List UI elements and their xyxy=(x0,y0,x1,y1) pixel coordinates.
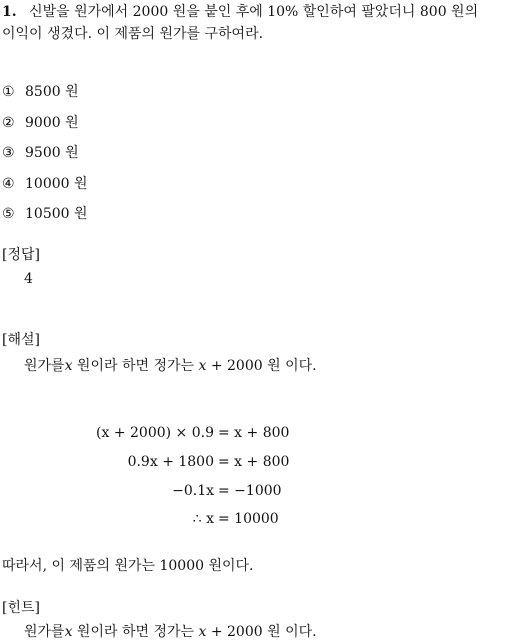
equation-lhs-3: −0.1x xyxy=(172,483,214,499)
question-text-2: 이익이 생겼다. 이 제품의 원가를 구하여라. xyxy=(2,26,264,42)
equation-lhs-2: 0.9x + 1800 xyxy=(127,454,214,470)
solution-intro xyxy=(24,355,317,375)
hint-intro-text: 원가를 xyxy=(24,624,65,640)
variable-x: x xyxy=(64,358,73,374)
question-text-1: 신발을 원가에서 2000 원을 붙인 후에 10% 할인하여 팔았더니 800 원의 xyxy=(29,4,479,20)
option-3 xyxy=(2,142,79,162)
question-number: 1. xyxy=(2,4,17,20)
hint-label: [힌트] xyxy=(2,600,40,616)
option-2 xyxy=(2,112,79,132)
option-marker: ⑤ xyxy=(2,206,15,222)
hint-intro-text: + 2000 원 이다. xyxy=(206,624,317,640)
option-1 xyxy=(2,81,79,101)
option-text: 8500 원 xyxy=(25,84,79,100)
hint-intro-text: 원이라 하면 정가는 xyxy=(72,624,199,640)
solution-intro-text: + 2000 원 이다. xyxy=(206,358,317,374)
option-5 xyxy=(2,203,88,223)
variable-x: x xyxy=(198,358,207,374)
variable-x: x xyxy=(64,624,73,640)
variable-x: x xyxy=(198,624,207,640)
option-text: 9000 원 xyxy=(25,115,79,131)
hint-intro xyxy=(24,621,317,641)
option-marker: ④ xyxy=(2,176,15,192)
equation-rhs-4: = 10000 xyxy=(218,511,279,527)
option-text: 10000 원 xyxy=(25,176,88,192)
option-text: 10500 원 xyxy=(25,206,88,222)
equation-rhs-2: = x + 800 xyxy=(218,454,290,470)
solution-intro-text: 원가를 xyxy=(24,358,65,374)
option-marker: ① xyxy=(2,84,15,100)
option-4 xyxy=(2,173,88,193)
answer-label: [정답] xyxy=(2,247,40,263)
option-marker: ③ xyxy=(2,145,15,161)
equation-lhs-1: (x + 2000) × 0.9 xyxy=(96,425,214,441)
equation-lhs-4: ∴ x xyxy=(192,511,214,527)
option-marker: ② xyxy=(2,115,15,131)
solution-label: [해설] xyxy=(2,332,40,348)
solution-conclusion: 따라서, 이 제품의 원가는 10000 원이다. xyxy=(2,558,254,574)
option-text: 9500 원 xyxy=(25,145,79,161)
equation-rhs-3: = −1000 xyxy=(218,483,282,499)
solution-intro-text: 원이라 하면 정가는 xyxy=(72,358,199,374)
question-line-1 xyxy=(2,1,478,21)
answer-value: 4 xyxy=(24,271,33,287)
equation-rhs-1: = x + 800 xyxy=(218,425,290,441)
